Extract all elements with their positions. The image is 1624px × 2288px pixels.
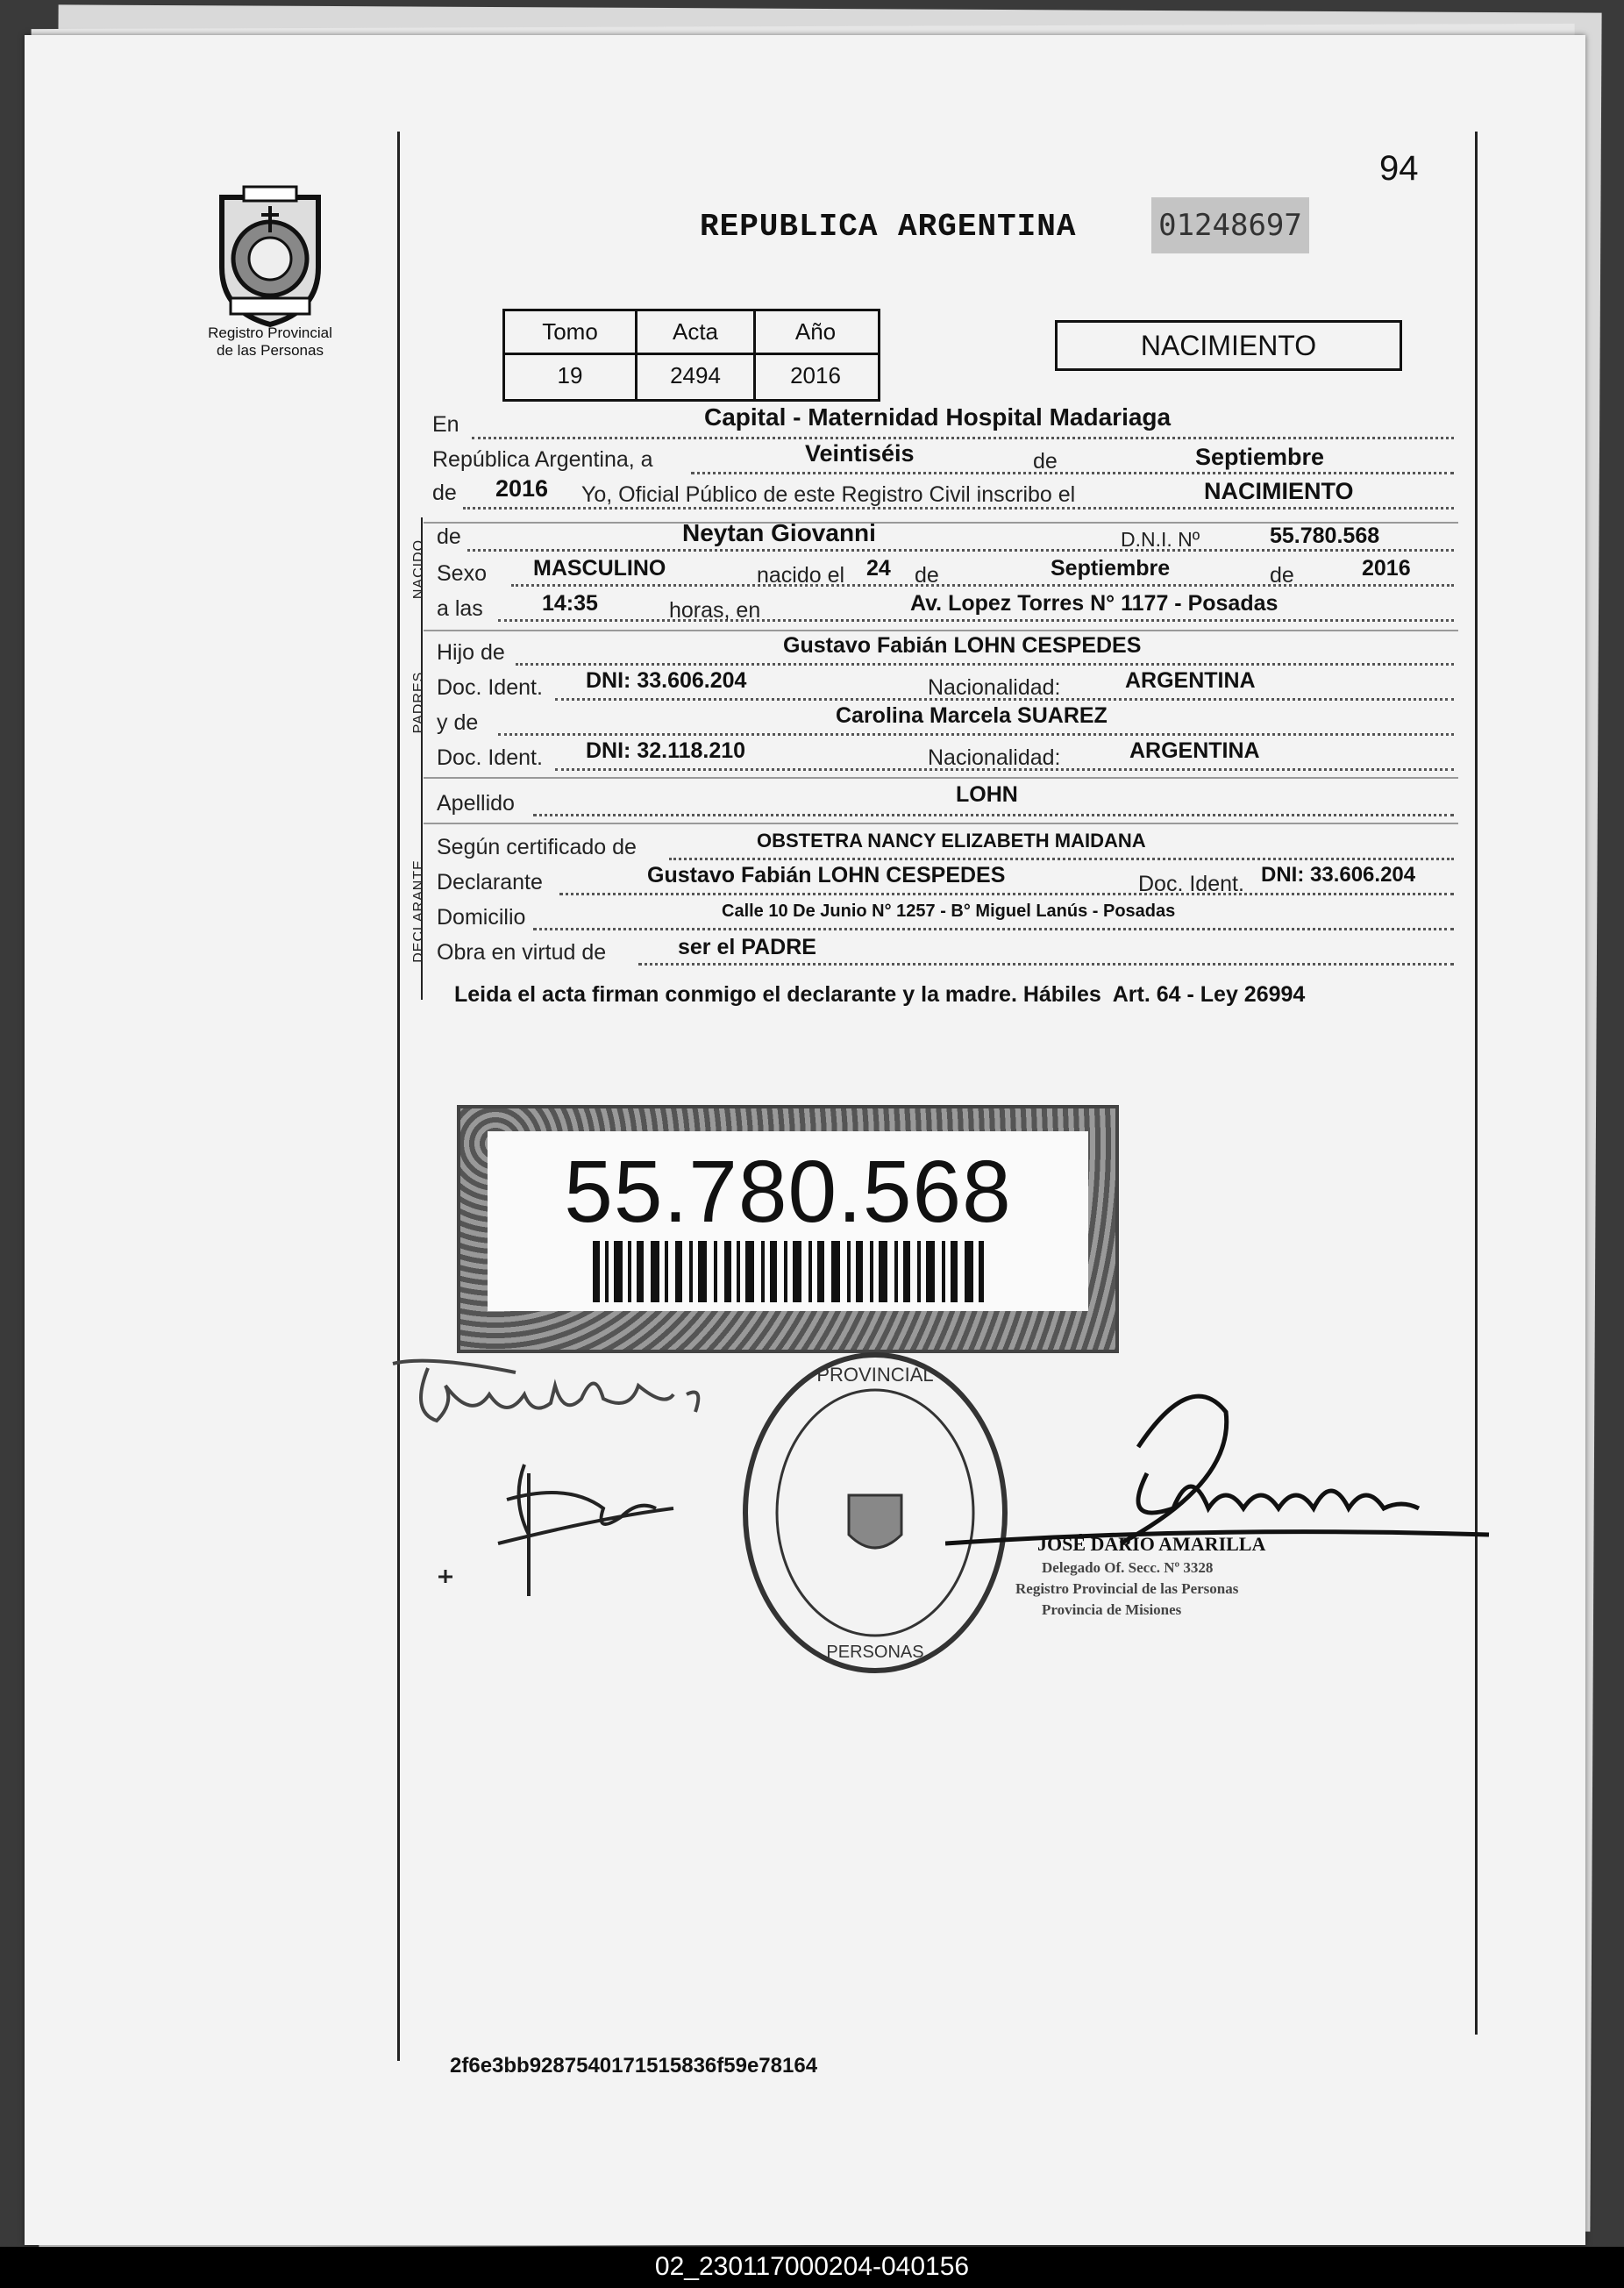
declarante-value: Gustavo Fabián LOHN CESPEDES: [647, 863, 1006, 887]
en-value: Capital - Maternidad Hospital Madariaga: [704, 403, 1172, 431]
apellido-line: [533, 814, 1454, 816]
de-label: de: [1033, 449, 1058, 474]
father-nac-value: ARGENTINA: [1125, 668, 1256, 693]
declarante-doc-label: Doc. Ident.: [1138, 872, 1244, 896]
nacido-name-line: [467, 549, 1454, 552]
birth-day-value: 24: [866, 556, 891, 581]
hijo-de-label: Hijo de: [437, 640, 505, 665]
mother-nac-label: Nacionalidad:: [928, 745, 1061, 770]
footer-code: 02_230117000204-040156: [654, 2252, 970, 2281]
a-las-label: a las: [437, 596, 483, 621]
official-province: Provincia de Misiones: [1042, 1601, 1182, 1618]
nacido-el-label: nacido el: [757, 563, 845, 588]
official-institution: Registro Provincial de las Personas: [1015, 1580, 1239, 1597]
barcode-number: 55.780.568: [564, 1143, 1012, 1241]
svg-text:PERSONAS: PERSONAS: [826, 1643, 924, 1662]
signature-official-icon: [945, 1377, 1506, 1614]
domicilio-line: [533, 928, 1454, 930]
mother-doc-value: DNI: 32.118.210: [586, 738, 746, 763]
mother-nac-value: ARGENTINA: [1129, 738, 1260, 763]
place-value: Av. Lopez Torres N° 1177 - Posadas: [910, 591, 1279, 616]
year-value: 2016: [495, 475, 549, 502]
barcode-icon: [593, 1241, 987, 1302]
signature-declarante-icon: [375, 1333, 779, 1622]
sexo-label: Sexo: [437, 561, 487, 586]
hijo-de-line: [516, 663, 1454, 666]
horas-label: horas, en: [669, 598, 761, 623]
declarante-doc-value: DNI: 33.606.204: [1261, 863, 1416, 887]
segun-value: OBSTETRA NANCY ELIZABETH MAIDANA: [757, 830, 1146, 852]
de-label-year: de: [432, 481, 457, 505]
logo-caption-line1: Registro Provincial: [208, 324, 332, 341]
table-header-acta: Acta: [672, 318, 719, 345]
father-doc-label: Doc. Ident.: [437, 675, 543, 700]
republica-label: República Argentina, a: [432, 447, 653, 472]
province-logo: [204, 180, 336, 329]
segun-line: [669, 858, 1454, 860]
republica-line: [691, 472, 1454, 474]
y-de-line: [498, 733, 1454, 736]
segun-label: Según certificado de: [437, 835, 637, 859]
birth-de-label-2: de: [1270, 563, 1294, 588]
tomo-acta-ano-table: [502, 309, 880, 402]
nacido-section-label: NACIDO: [411, 538, 426, 600]
legal-note: Leida el acta firman conmigo el declarante y la madre. Hábiles Art. 64 - Ley 26994: [454, 982, 1306, 1007]
inscribo-value: NACIMIENTO: [1204, 478, 1354, 504]
section-separator: [424, 777, 1458, 779]
declarante-section-label: DECLARANTE: [411, 859, 426, 963]
apellido-label: Apellido: [437, 791, 515, 816]
father-name-value: Gustavo Fabián LOHN CESPEDES: [783, 633, 1142, 658]
mother-doc-label: Doc. Ident.: [437, 745, 543, 770]
mother-name-value: Carolina Marcela SUAREZ: [836, 703, 1108, 728]
sexo-value: MASCULINO: [533, 556, 666, 581]
footer-bar: [0, 2247, 1624, 2288]
section-separator: [424, 630, 1458, 631]
dni-label: D.N.I. Nº: [1121, 528, 1200, 551]
a-las-line: [498, 619, 1454, 622]
official-name: JOSÉ DARÍO AMARILLA: [1037, 1533, 1266, 1555]
logo-caption-line2: de las Personas: [217, 342, 324, 359]
misiones-seal-icon: [204, 180, 336, 329]
document-title: REPUBLICA ARGENTINA: [700, 209, 1077, 245]
nacido-de-label: de: [437, 524, 461, 549]
birth-year-value: 2016: [1362, 556, 1411, 581]
dni-value: 55.780.568: [1270, 524, 1380, 548]
father-nac-label: Nacionalidad:: [928, 675, 1061, 700]
domicilio-value: Calle 10 De Junio N° 1257 - B° Miguel Lanús - Posadas: [722, 902, 1176, 921]
left-frame-line: [397, 132, 400, 2061]
nacido-name-value: Neytan Giovanni: [682, 519, 876, 546]
time-value: 14:35: [542, 591, 598, 616]
obra-line: [638, 963, 1454, 966]
verification-hash: 2f6e3bb9287540171515836f59e78164: [450, 2054, 818, 2078]
oficial-text: Yo, Oficial Público de este Registro Civil inscribo el: [581, 482, 1076, 507]
month-value: Septiembre: [1195, 444, 1325, 470]
obra-value: ser el PADRE: [678, 935, 816, 959]
table-header-ano: Año: [794, 318, 837, 345]
en-label: En: [432, 412, 459, 437]
declarante-label: Declarante: [437, 870, 543, 895]
right-frame-line: [1475, 132, 1478, 2035]
document-type-box: NACIMIENTO: [1055, 320, 1402, 371]
day-value: Veintiséis: [805, 440, 915, 467]
page-number: 94: [1379, 149, 1419, 188]
section-separator: [424, 823, 1458, 824]
sexo-line: [511, 584, 1454, 587]
declarante-line: [559, 893, 1454, 895]
apellido-value: LOHN: [956, 782, 1018, 807]
svg-text:PROVINCIAL: PROVINCIAL: [816, 1364, 934, 1386]
padres-section-label: PADRES: [411, 671, 426, 734]
father-doc-value: DNI: 33.606.204: [586, 668, 747, 693]
oficial-line: [463, 507, 1454, 510]
table-header-tomo: Tomo: [542, 318, 598, 345]
birth-de-label: de: [915, 563, 939, 588]
document-page: [25, 35, 1585, 2245]
table-value-tomo: 19: [557, 362, 583, 388]
obra-label: Obra en virtud de: [437, 940, 607, 965]
table-value-acta: 2494: [670, 362, 721, 388]
serial-number: 01248697: [1151, 197, 1309, 253]
official-title: Delegado Of. Secc. Nº 3328: [1042, 1559, 1214, 1576]
en-line: [472, 437, 1454, 439]
table-value-ano: 2016: [790, 362, 841, 388]
y-de-label: y de: [437, 710, 479, 735]
domicilio-label: Domicilio: [437, 905, 526, 930]
birth-month-value: Septiembre: [1051, 556, 1171, 581]
barcode-sticker: [488, 1131, 1088, 1311]
